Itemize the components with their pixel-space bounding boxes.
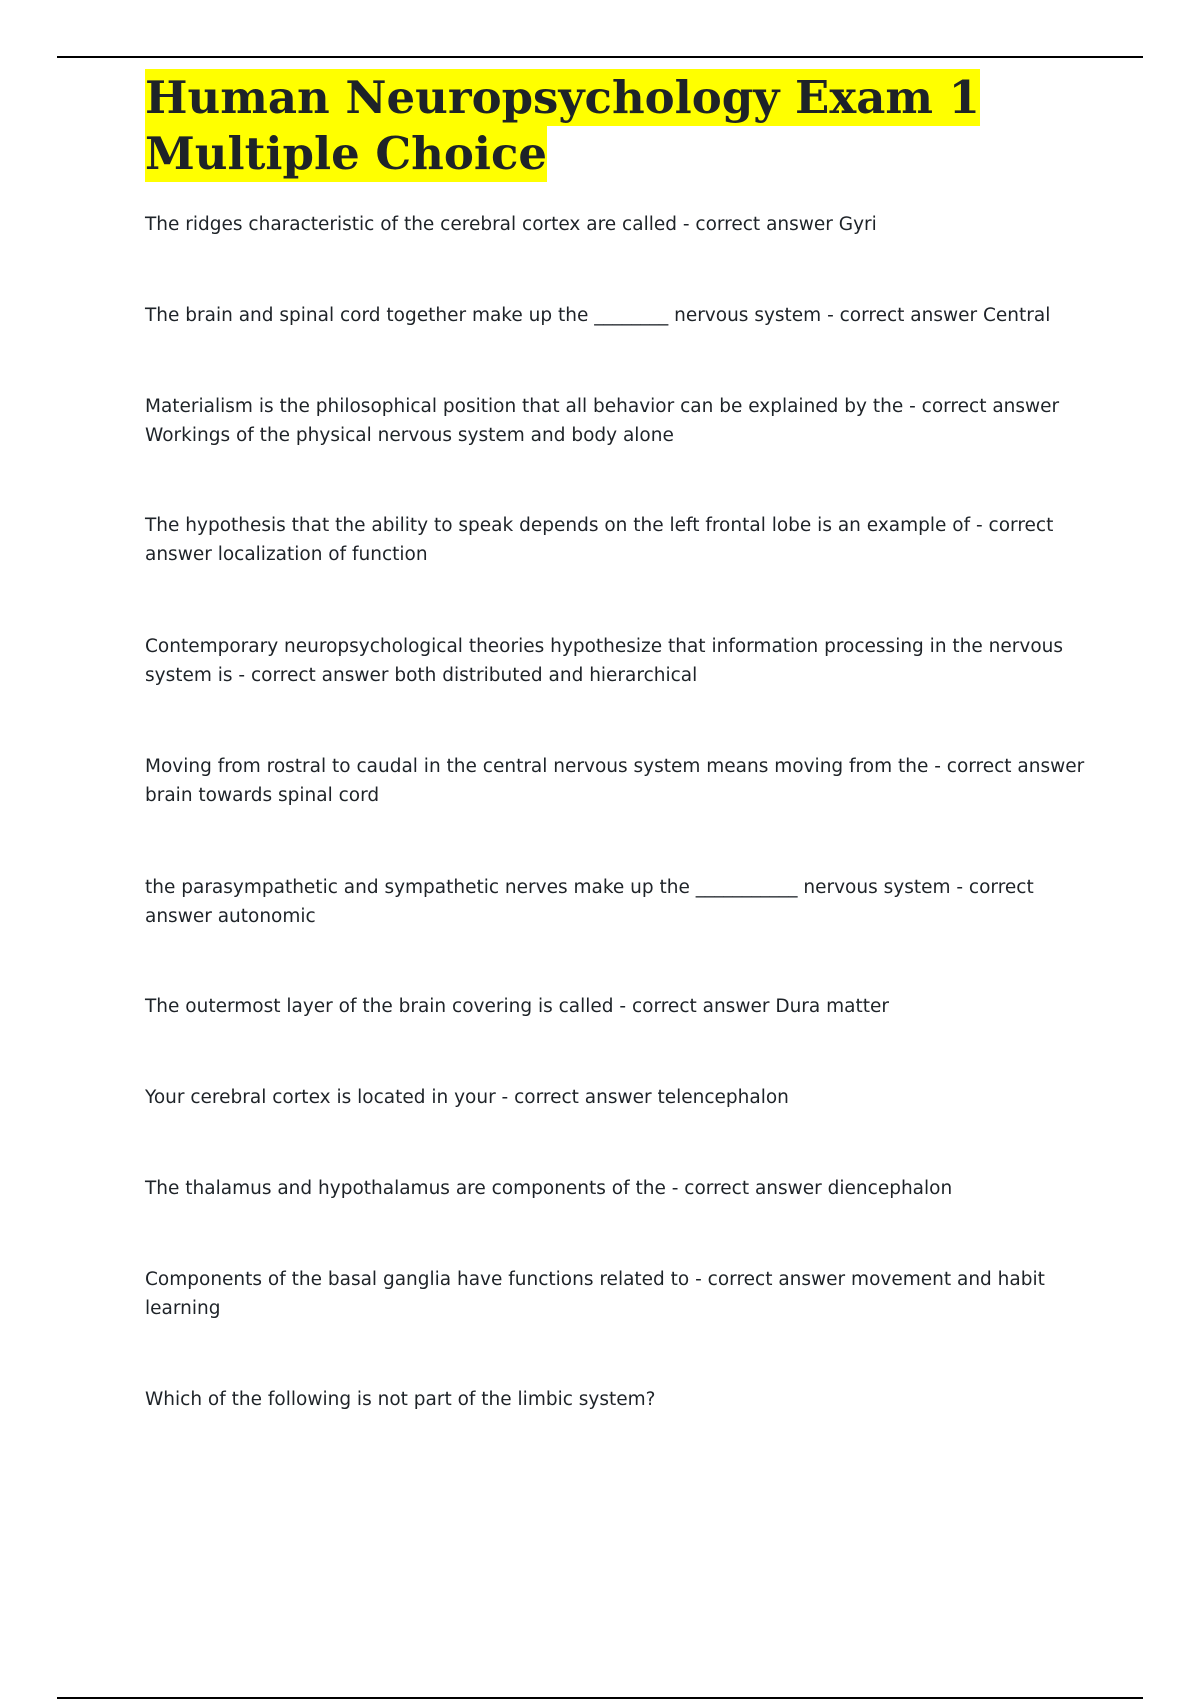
bottom-rule bbox=[57, 1697, 1143, 1699]
document-title-highlight: Human Neuropsychology Exam 1 Multiple Choice bbox=[145, 71, 980, 180]
qa-item-11: Components of the basal ganglia have functions related to - correct answer movement and habit learning bbox=[145, 1269, 1045, 1319]
top-rule bbox=[57, 56, 1143, 58]
qa-item-12: Which of the following is not part of the limbic system? bbox=[145, 1389, 656, 1410]
qa-item-6: Moving from rostral to caudal in the central nervous system means moving from the - correct answer brain towards spinal cord bbox=[145, 756, 1085, 806]
document-body bbox=[145, 70, 1090, 182]
qa-item-10: The thalamus and hypothalamus are components of the - correct answer diencephalon bbox=[145, 1178, 953, 1199]
qa-item-3: Materialism is the philosophical position that all behavior can be explained by the - correct answer Workings of the physical nervous system and body alone bbox=[145, 396, 1060, 446]
qa-item-4: The hypothesis that the ability to speak depends on the left frontal lobe is an example of - correct answer localization of function bbox=[145, 515, 1054, 565]
qa-item-8: The outermost layer of the brain covering is called - correct answer Dura matter bbox=[145, 996, 889, 1017]
document-title bbox=[145, 70, 1090, 182]
qa-item-9: Your cerebral cortex is located in your - correct answer telencephalon bbox=[145, 1087, 789, 1108]
qa-item-7: the parasympathetic and sympathetic nerves make up the ___________ nervous system - correct answer autonomic bbox=[145, 877, 1034, 927]
qa-item-1: The ridges characteristic of the cerebral cortex are called - correct answer Gyri bbox=[145, 214, 877, 235]
qa-item-2: The brain and spinal cord together make up the ________ nervous system - correct answer Central bbox=[145, 305, 1051, 326]
qa-item-5: Contemporary neuropsychological theories hypothesize that information processing in the nervous system is - correct answer both distributed and hierarchical bbox=[145, 636, 1064, 686]
